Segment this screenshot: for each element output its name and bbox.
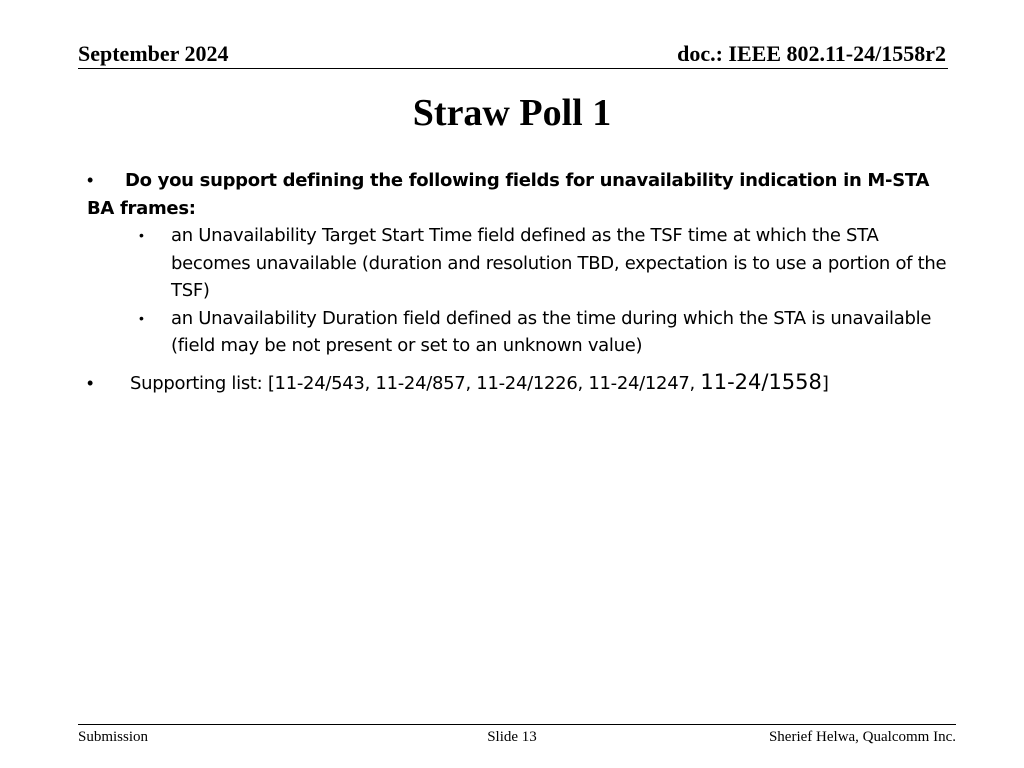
slide-body (87, 167, 947, 397)
footer-submission: Submission (78, 729, 149, 745)
header-date: September 2024 (78, 41, 229, 66)
footer-divider (78, 724, 956, 725)
field-list (87, 222, 947, 360)
list-item-text: an Unavailability Duration field defined as the time during which the STA is unavailable (field may be not present or set to an unknown value) (171, 307, 932, 356)
header-doc-id: doc.: IEEE 802.11-24/1558r2 (677, 41, 946, 66)
supporting-list-bullet (87, 369, 947, 398)
question-bullet (87, 167, 947, 222)
bullet-icon: • (87, 372, 94, 393)
footer-slide-number: Slide 13 (487, 729, 537, 745)
supporting-list-last-ref: 11-24/1558 (700, 369, 822, 394)
list-item (87, 305, 947, 360)
bullet-icon: • (87, 170, 94, 190)
bullet-icon: • (139, 309, 144, 326)
header-divider (78, 68, 948, 69)
slide-title: Straw Poll 1 (412, 92, 612, 134)
bullet-icon: • (139, 227, 144, 243)
question-text: Do you support defining the following fields for unavailability indication in M-STA BA frames: (87, 170, 930, 219)
list-item (87, 222, 947, 305)
list-item-text: an Unavailability Target Start Time field defined as the TSF time at which the STA becomes unavailable (duration and resolution TBD, expectation is to use a portion of the TSF) (171, 225, 947, 301)
footer-author: Sherief Helwa, Qualcomm Inc. (768, 729, 956, 745)
supporting-list-suffix: ] (821, 372, 829, 394)
supporting-list-prefix: Supporting list: [11-24/543, 11-24/857, 11-24/1226, 11-24/1247, (130, 372, 701, 394)
